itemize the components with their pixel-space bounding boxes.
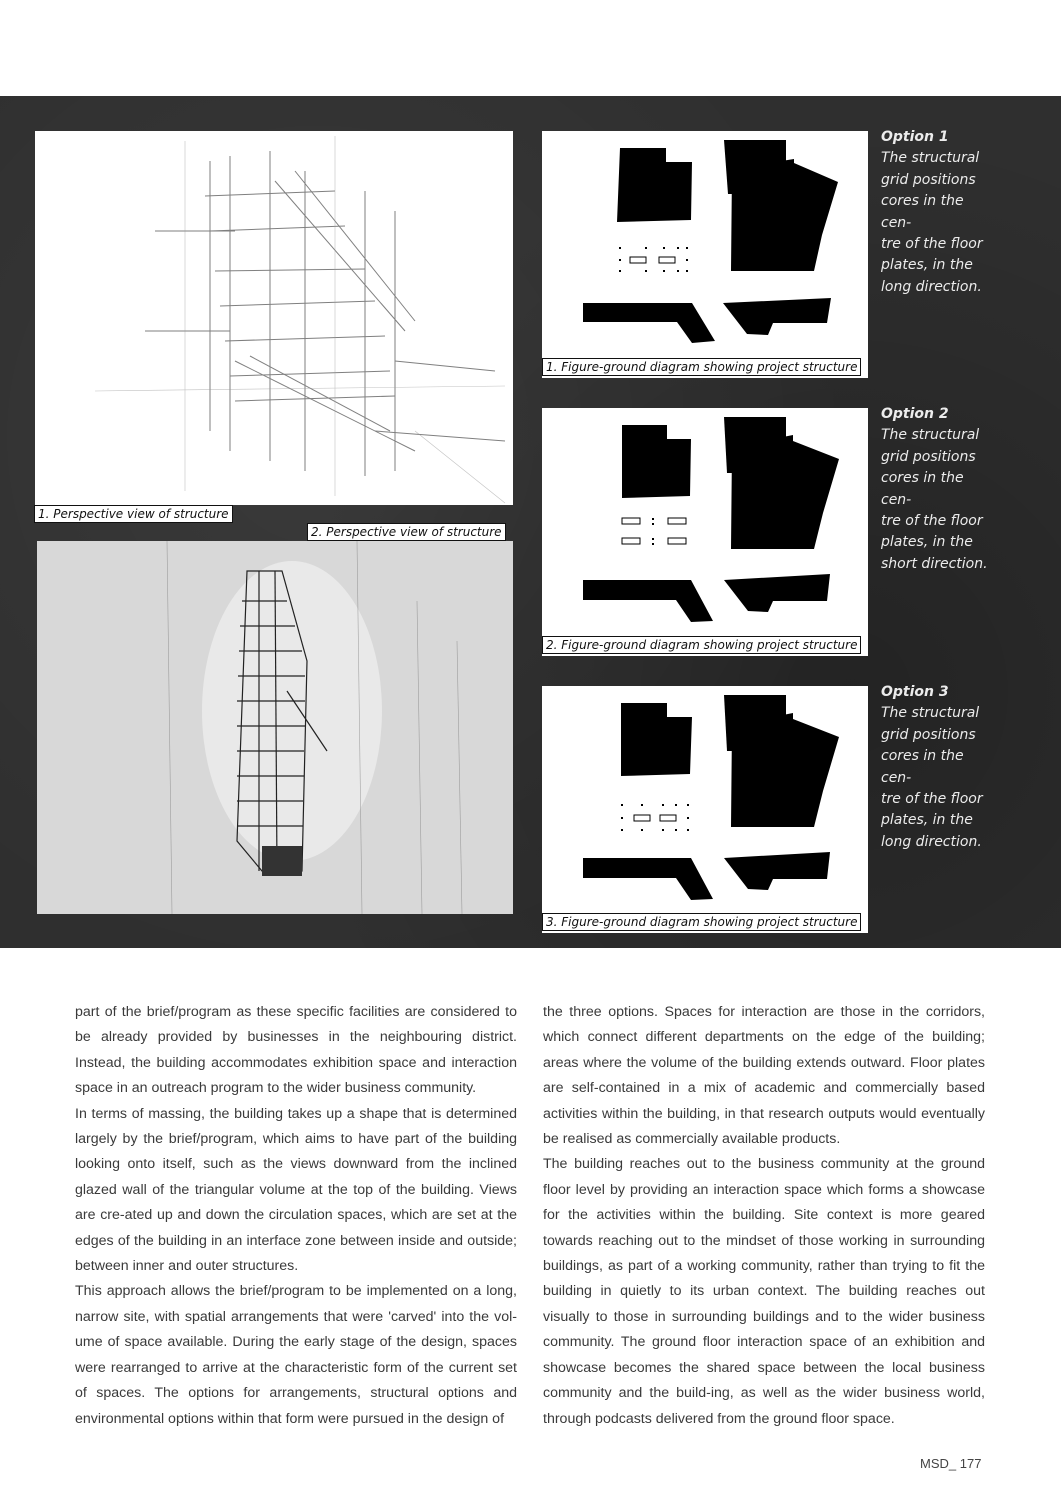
body-paragraph: part of the brief/program as these specific facilities are considered to be already provided by businesses in the neighbouring district. Instead, the building accommodates exhibition space and interaction space in an outreach program to the wider business community.: [75, 1004, 517, 1097]
option-1-note: [881, 127, 991, 298]
option-line: cores in the cen-: [881, 470, 964, 508]
option-line: grid positions: [881, 448, 976, 465]
option-2-title: Option 2: [881, 406, 949, 422]
option-line: The structural: [881, 427, 980, 444]
option-line: long direction.: [881, 833, 982, 850]
option-1-title: Option 1: [881, 129, 949, 145]
option-line: The structural: [881, 705, 980, 722]
option-line: grid positions: [881, 171, 976, 188]
body-paragraph: The building reaches out to the business community at the ground floor level by providing an interaction space which forms a showcase for the activities within the building. Site context is more geared towards reaching out to the mindset of those working in surrounding buildings, as part of a working community, rather than trying to fit the building in quietly to its urban context. The building reaches out visually to those in surrounding buildings and to the wider business community. The ground floor interaction space of an exhibition and showcase becomes the shared space between the local business community and the build-ing, as well as the wider business world, through podcasts delivered from the ground floor space.: [543, 1156, 985, 1427]
option-line: tre of the floor: [881, 513, 983, 530]
diagram-2-caption: 2. Figure-ground diagram showing project structure: [542, 636, 861, 654]
diagram-1-caption: 1. Figure-ground diagram showing project structure: [542, 358, 861, 376]
diagram-3-caption: 3. Figure-ground diagram showing project structure: [542, 913, 861, 931]
option-line: grid positions: [881, 726, 976, 743]
figure-ground-diagram-3: [542, 686, 868, 933]
option-line: short direction.: [881, 555, 988, 572]
page-number: MSD_ 177: [920, 1456, 982, 1471]
option-line: tre of the floor: [881, 791, 983, 808]
option-line: cores in the cen-: [881, 748, 964, 786]
body-column-left: [75, 1000, 517, 1432]
body-paragraph: This approach allows the brief/program to be implemented on a long, narrow site, with spatial arrangements that were 'carved' into the vol-ume of space available. During the early stage of the design, spaces were rearranged to arrive at the characteristic form of the current set of spaces. The options for arrangements, structural options and environmental options within that form were pursued in the design of: [75, 1283, 517, 1427]
option-2-note: [881, 404, 991, 575]
option-line: plates, in the: [881, 257, 973, 274]
perspective-1-caption: 1. Perspective view of structure: [34, 505, 233, 523]
body-column-right: [543, 1000, 985, 1432]
figure-ground-diagram-1: [542, 131, 868, 378]
option-line: The structural: [881, 150, 980, 167]
option-3-title: Option 3: [881, 684, 949, 700]
option-line: plates, in the: [881, 534, 973, 551]
option-line: plates, in the: [881, 812, 973, 829]
option-line: long direction.: [881, 278, 982, 295]
body-paragraph: the three options. Spaces for interaction are those in the corridors, which connect different departments on the edge of the building; areas where the volume of the building extends outward. Floor plates are self-contained in a mix of academic and commercially based activities within the building, in that research outputs would eventually be realised as commercially available products.: [543, 1004, 985, 1148]
body-paragraph: In terms of massing, the building takes up a shape that is determined largely by the brief/program, which aims to have part of the building looking onto itself, such as the views downward from the inclined glazed wall of the triangular volume at the top of the building. Views are cre-ated up and down the circulation spaces, which are set at the edges of the building in an interface zone between inside and outside; between inner and outer structures.: [75, 1105, 517, 1275]
perspective-2-caption: 2. Perspective view of structure: [307, 523, 506, 541]
option-line: cores in the cen-: [881, 193, 964, 231]
perspective-view-2: [37, 541, 513, 914]
option-3-note: [881, 682, 991, 853]
option-line: tre of the floor: [881, 236, 983, 253]
perspective-view-1: [35, 131, 513, 505]
figure-ground-diagram-2: [542, 408, 868, 656]
